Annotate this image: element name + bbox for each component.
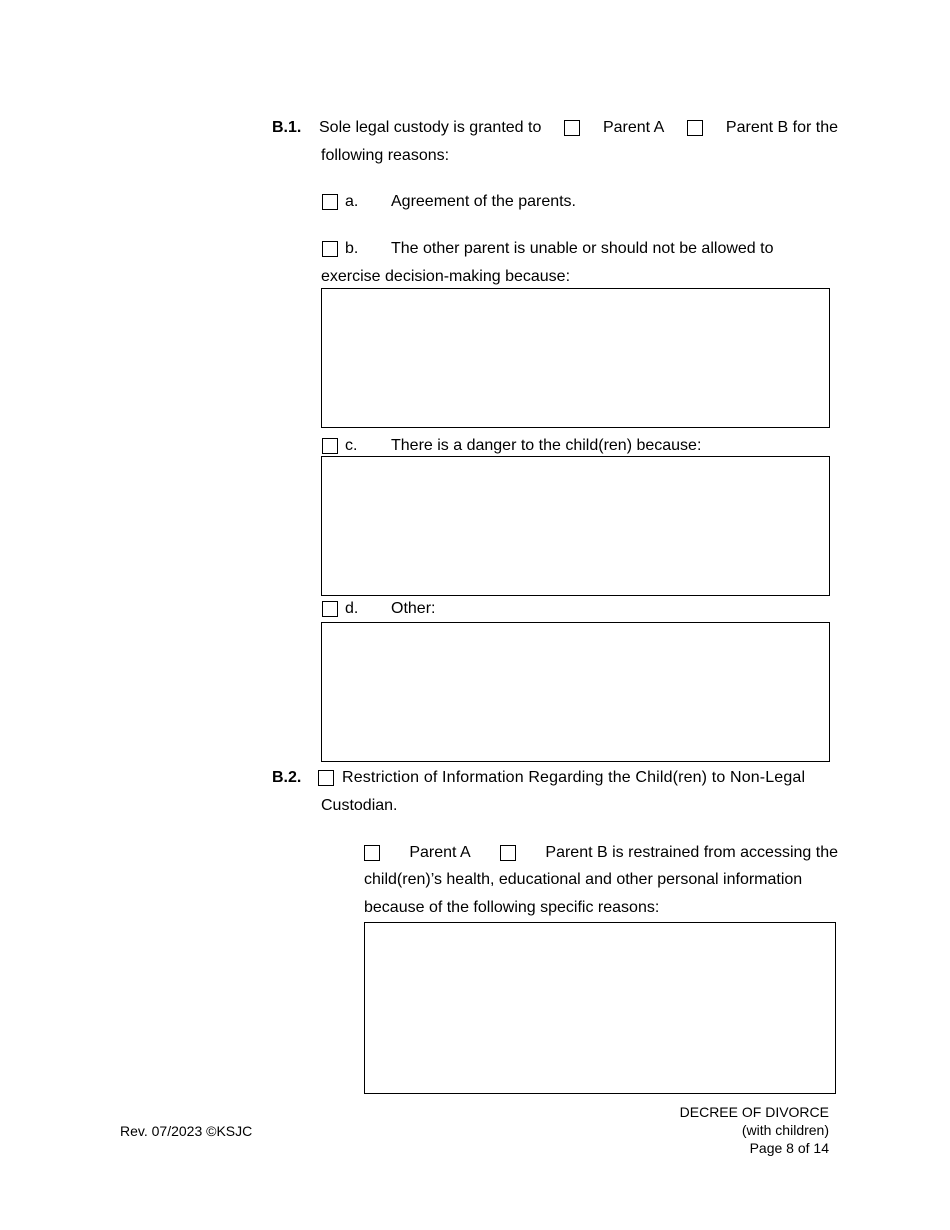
reason-d-letter: d. — [345, 600, 359, 617]
footer-doc-subtitle: (with children) — [741, 1122, 829, 1138]
section-b1-intro — [319, 118, 838, 138]
b2-title — [342, 768, 838, 788]
b1-parent-a-checkbox[interactable] — [564, 120, 580, 136]
b1-parent-b-checkbox[interactable] — [687, 120, 703, 136]
b2-title-text: Restriction of Information Regarding the Child(ren) to Non-Legal — [342, 769, 806, 786]
b2-parent-b-checkbox[interactable] — [500, 845, 516, 861]
reason-c-text: There is a danger to the child(ren) because: — [391, 437, 702, 454]
footer-document-info — [600, 1103, 829, 1157]
b1-parent-b-label: Parent B for the — [725, 119, 838, 136]
section-b2-number: B.2. — [272, 769, 302, 786]
reason-a-text: Agreement of the parents. — [391, 193, 576, 210]
reason-c-text-field[interactable] — [321, 456, 830, 596]
reason-b-text: The other parent is unable or should not be allowed to — [391, 240, 774, 257]
b2-parents-line — [364, 843, 838, 863]
b1-parent-a-label: Parent A — [602, 119, 665, 136]
b2-line-2: child(ren)’s health, educational and other personal information — [364, 871, 803, 888]
footer-page-number: Page 8 of 14 — [749, 1140, 829, 1156]
b2-restriction-checkbox[interactable] — [318, 770, 334, 786]
reason-b-checkbox[interactable] — [322, 241, 338, 257]
footer-revision: Rev. 07/2023 ©KSJC — [120, 1123, 253, 1139]
b2-parent-a-label: Parent A — [409, 844, 471, 861]
reason-d-text-field[interactable] — [321, 622, 830, 762]
b2-parent-b-label: Parent B is restrained from accessing the — [545, 844, 838, 861]
footer-doc-title: DECREE OF DIVORCE — [679, 1104, 829, 1120]
reason-a-letter: a. — [345, 193, 359, 210]
reason-b-text-field[interactable] — [321, 288, 830, 428]
section-b1-number: B.1. — [272, 119, 302, 136]
b2-title-continuation: Custodian. — [321, 797, 398, 814]
reason-b-letter: b. — [345, 240, 359, 257]
reason-c-letter: c. — [345, 437, 358, 454]
b2-reasons-text-field[interactable] — [364, 922, 836, 1094]
b1-intro-text: Sole legal custody is granted to — [319, 119, 542, 136]
b2-line-3: because of the following specific reasons: — [364, 899, 660, 916]
reason-b-continuation: exercise decision-making because: — [321, 268, 571, 285]
reason-a-checkbox[interactable] — [322, 194, 338, 210]
reason-d-text: Other: — [391, 600, 436, 617]
reason-c-checkbox[interactable] — [322, 438, 338, 454]
b2-parent-a-checkbox[interactable] — [364, 845, 380, 861]
reason-d-checkbox[interactable] — [322, 601, 338, 617]
b1-intro-continuation: following reasons: — [321, 147, 450, 164]
